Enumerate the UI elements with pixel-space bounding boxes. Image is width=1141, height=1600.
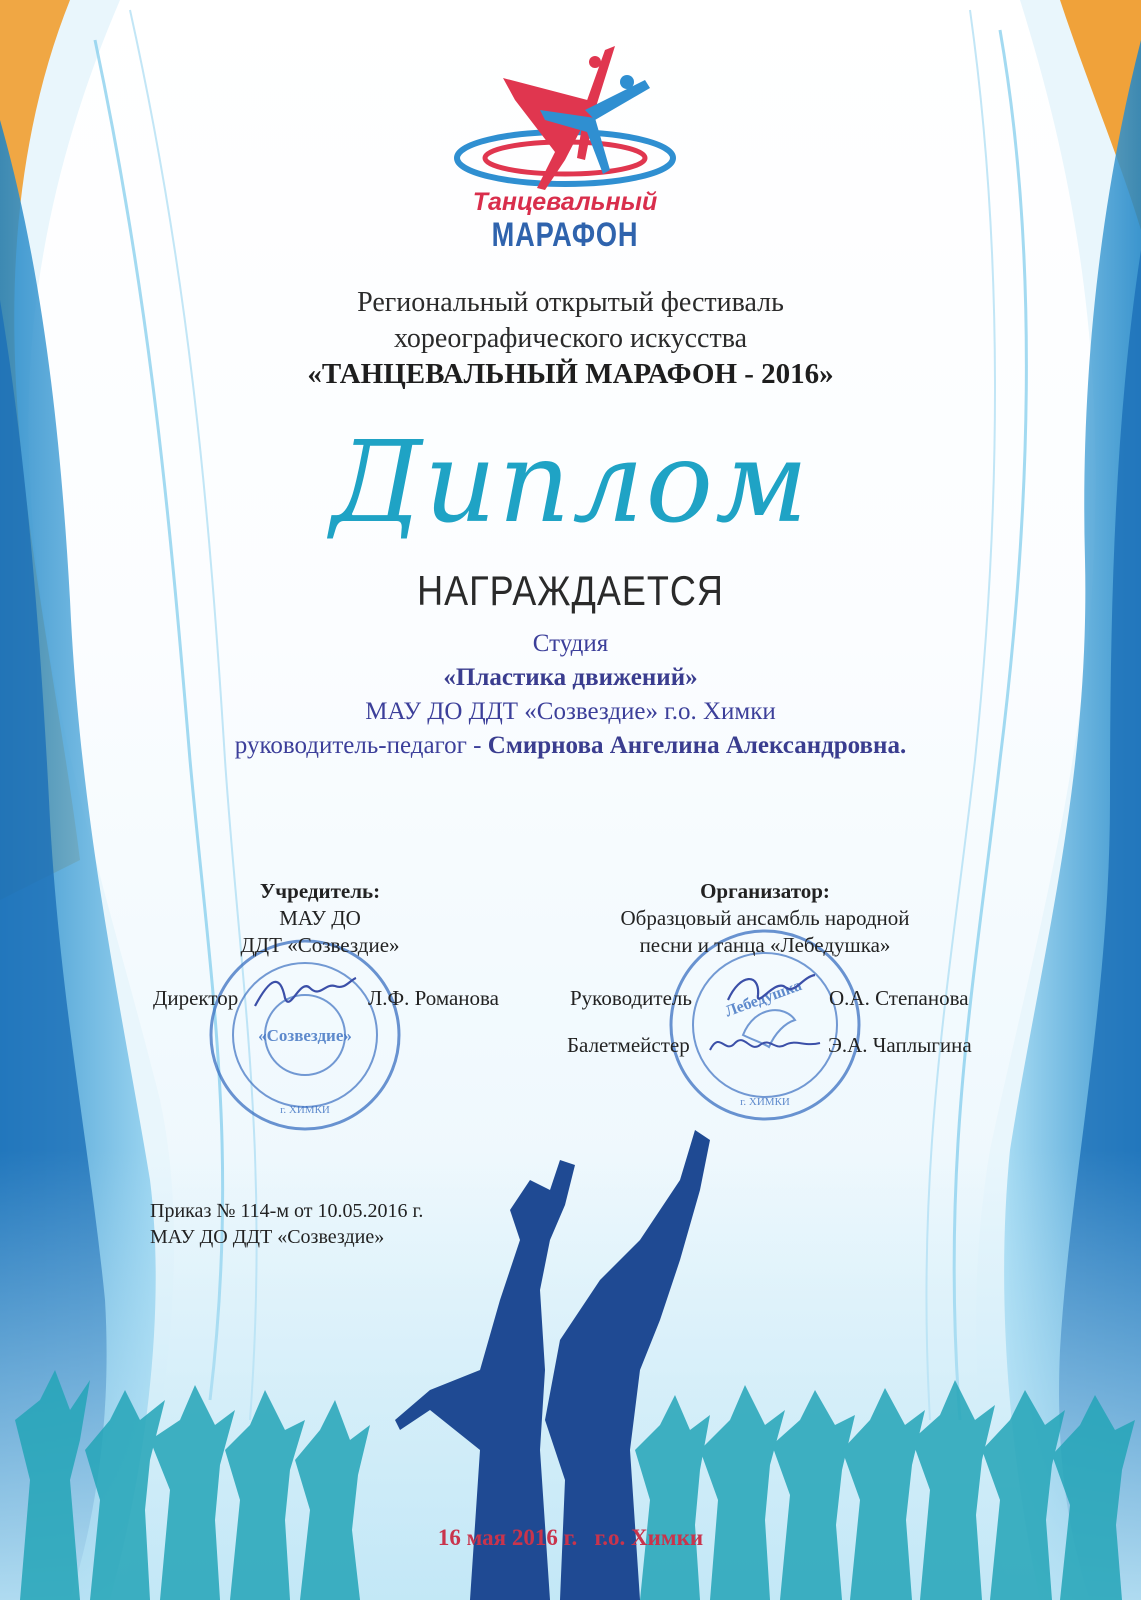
founder-stamp bbox=[205, 935, 405, 1135]
festival-logo bbox=[445, 40, 685, 270]
organizer-block bbox=[600, 878, 930, 959]
awarded-label: НАГРАЖДАЕТСЯ bbox=[417, 566, 724, 614]
organizer-position-1: Руководитель bbox=[570, 986, 692, 1010]
festival-line-2: хореографического искусства bbox=[394, 323, 747, 354]
founder-name: Л.Ф. Романова bbox=[368, 986, 500, 1010]
festival-name: «ТАНЦЕВАЛЬНЫЙ МАРАФОН - 2016» bbox=[307, 358, 834, 390]
founder-block bbox=[230, 878, 410, 959]
organizer-stamp-center-text: Лебедушка bbox=[722, 977, 805, 1021]
logo-text-line2: МАРАФОН bbox=[491, 216, 639, 254]
festival-line-1: Региональный открытый фестиваль bbox=[357, 287, 784, 318]
organizer-heading: Организатор: bbox=[700, 879, 830, 903]
footer-date-location: 16 мая 2016 г. г.о. Химки bbox=[437, 1525, 704, 1550]
recipient-role: руководитель-педагог - bbox=[234, 732, 488, 759]
founder-org-line-1: МАУ ДО bbox=[279, 906, 361, 930]
founder-heading: Учредитель: bbox=[259, 879, 381, 903]
diploma-title: Диплом bbox=[331, 418, 810, 548]
recipient-organization: МАУ ДО ДДТ «Созвездие» г.о. Химки bbox=[365, 698, 776, 725]
logo-text-line1: Танцевальный bbox=[472, 188, 658, 216]
organizer-stamp-bottom-text: г. ХИМКИ bbox=[740, 1096, 790, 1108]
founder-stamp-center-text: «Созвездие» bbox=[258, 1026, 352, 1045]
order-line-2: МАУ ДО ДДТ «Созвездие» bbox=[150, 1226, 385, 1248]
founder-signature bbox=[250, 968, 360, 1018]
founder-org-line-2: ДДТ «Созвездие» bbox=[240, 933, 400, 957]
organizer-name-1: О.А. Степанова bbox=[829, 986, 969, 1010]
order-line-1: Приказ № 114-м от 10.05.2016 г. bbox=[150, 1200, 424, 1222]
logo-graphic bbox=[445, 40, 685, 200]
organizer-name-2: Э.А. Чаплыгина bbox=[828, 1033, 972, 1057]
founder-position: Директор bbox=[153, 986, 239, 1010]
founder-stamp-bottom-text: г. ХИМКИ bbox=[280, 1104, 330, 1116]
organizer-signature-2 bbox=[705, 1025, 825, 1065]
organizer-position-2: Балетмейстер bbox=[567, 1033, 690, 1057]
recipient-leader-name: Смирнова Ангелина Александровна. bbox=[487, 732, 907, 759]
recipient-studio-label: Студия bbox=[532, 630, 609, 657]
recipient-studio-name: «Пластика движений» bbox=[443, 664, 698, 691]
recipient-leader-line bbox=[0, 730, 1141, 762]
organizer-org-line-2: песни и танца «Лебедушка» bbox=[639, 933, 891, 957]
organizer-org-line-1: Образцовый ансамбль народной bbox=[620, 906, 910, 930]
organizer-signature-1 bbox=[720, 965, 820, 1015]
